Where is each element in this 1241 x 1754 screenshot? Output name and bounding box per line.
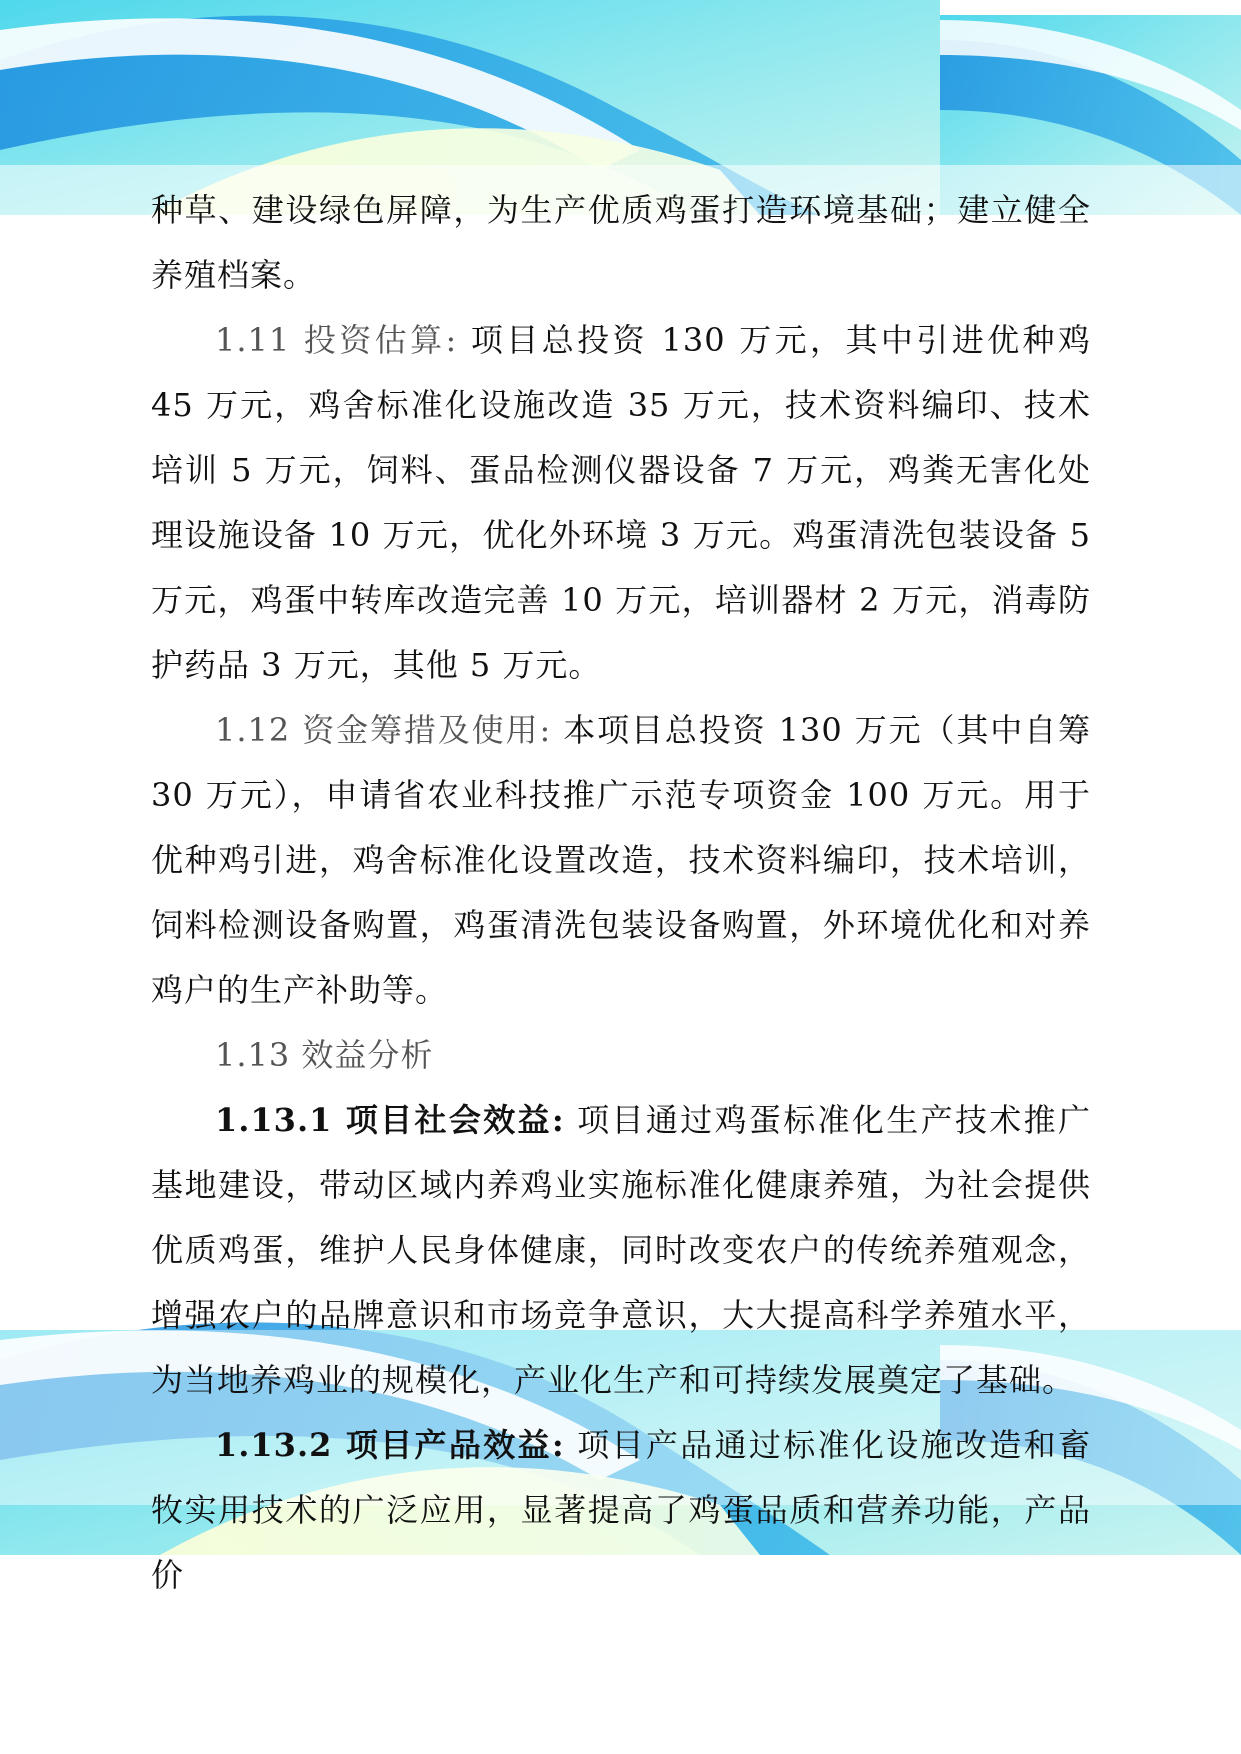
paragraph-fund-raising (151, 698, 1091, 1023)
section-label-1-12: 1.12 资金筹措及使用: (215, 711, 552, 749)
document-body (151, 178, 1091, 1608)
section-label-1-11: 1.11 投资估算: (215, 321, 458, 359)
paragraph-social-benefit (151, 1088, 1091, 1413)
paragraph-text: 本项目总投资 130 万元（其中自筹 30 万元），申请省农业科技推广示范专项资金 100 万元。用于优种鸡引进，鸡舍标准化设置改造，技术资料编印，技术培训，饲料检测设备购置，鸡蛋清洗包装设备购置，外环境优化和对养鸡户的生产补助等。 (151, 711, 1091, 1009)
paragraph-text: 项目总投资 130 万元，其中引进优种鸡 45 万元，鸡舍标准化设施改造 35 万元，技术资料编印、技术培训 5 万元，饲料、蛋品检测仪器设备 7 万元，鸡粪无害化处理设施设备 10 万元，优化外环境 3 万元。鸡蛋清洗包装设备 5 万元，鸡蛋中转库改造完善 10 万元，培训器材 2 万元，消毒防护药品 3 万元，其他 5 万元。 (151, 321, 1091, 684)
paragraph-investment-estimate (151, 308, 1091, 698)
paragraph-product-benefit (151, 1413, 1091, 1608)
section-label-1-13-2: 1.13.2 项目产品效益: (215, 1426, 565, 1464)
section-label-1-13-1: 1.13.1 项目社会效益: (215, 1101, 565, 1139)
paragraph-text: 项目产品通过标准化设施改造和畜牧实用技术的广泛应用，显著提高了鸡蛋品质和营养功能，产品价 (151, 1426, 1091, 1594)
paragraph-0: 种草、建设绿色屏障，为生产优质鸡蛋打造环境基础；建立健全养殖档案。 (151, 191, 1091, 294)
section-heading-1-13: 1.13 效益分析 (215, 1036, 434, 1074)
paragraph-text: 项目通过鸡蛋标准化生产技术推广基地建设，带动区域内养鸡业实施标准化健康养殖，为社会提供优质鸡蛋，维护人民身体健康，同时改变农户的传统养殖观念，增强农户的品牌意识和市场竞争意识，大大提高科学养殖水平，为当地养鸡业的规模化，产业化生产和可持续发展奠定了基础。 (151, 1101, 1091, 1399)
